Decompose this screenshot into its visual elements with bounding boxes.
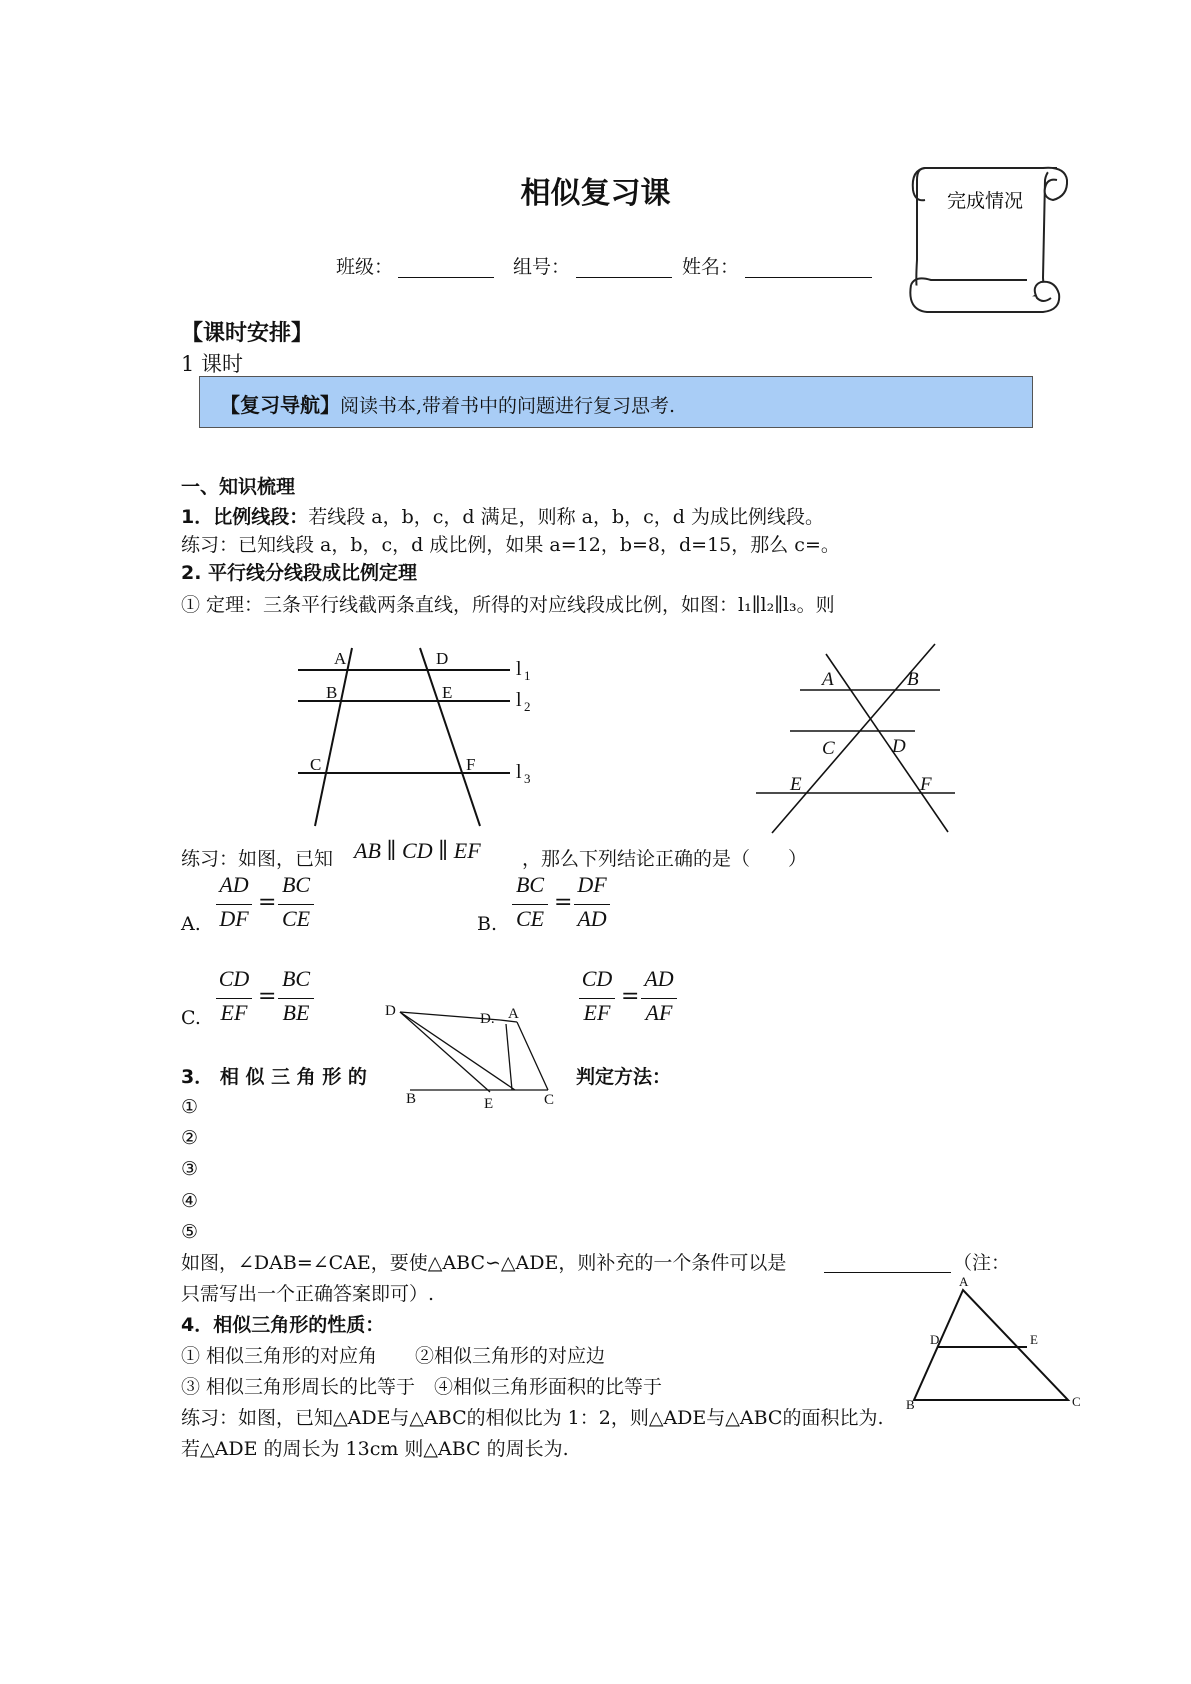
parallel-lines-figure-2 (750, 640, 960, 840)
fig1-label-F: F (466, 755, 476, 774)
option-d-equals: = (621, 984, 640, 1009)
answer-field[interactable] (824, 1252, 951, 1273)
fig2-label-A: A (822, 669, 834, 690)
option-c-label: C. (181, 1007, 201, 1029)
fig1-label-B: B (326, 683, 338, 702)
name-label: 姓名： (682, 256, 740, 278)
name-field[interactable] (745, 257, 872, 278)
section3-heading-tail: 判定方法： (576, 1066, 672, 1088)
item2-theorem: ① 定理：三条平行线截两条直线，所得的对应线段成比例，如图：l₁∥l₂∥l₃。则 (181, 594, 835, 616)
fraction-denominator: CE (515, 906, 545, 931)
fig4-label-A: A (959, 1274, 969, 1289)
badge-label: 完成情况 (947, 191, 1024, 212)
fig4-label-B: B (906, 1397, 915, 1412)
fraction-numerator: BC (281, 872, 311, 897)
item1-text: 若线段 a，b，c，d 满足，则称 a，b，c，d 为成比例线段。 (308, 506, 824, 528)
schedule-heading: 【课时安排】 (181, 321, 314, 346)
fig1-label-A: A (334, 649, 347, 668)
option-a-equals: = (258, 890, 277, 915)
fig4-label-C: C (1072, 1394, 1081, 1409)
class-label: 班级： (336, 256, 394, 278)
nav-heading: 【复习导航】 (220, 393, 340, 417)
item1-heading: 1．比例线段： (181, 506, 309, 528)
fig1-label-C: C (310, 755, 322, 774)
page-title: 相似复习课 (520, 176, 671, 211)
fraction-denominator: AF (645, 1000, 673, 1025)
fig1-label-E: E (442, 683, 453, 702)
property-line-1: ① 相似三角形的对应角 ②相似三角形的对应边 (181, 1345, 606, 1367)
fraction-numerator: AD (644, 966, 674, 991)
fig3-label-B: B (406, 1091, 417, 1107)
fraction-denominator: EF (583, 1000, 611, 1025)
fig1-label-l1: l (516, 658, 522, 680)
fraction-numerator: AD (219, 872, 249, 897)
fig3-label-C: C (544, 1092, 555, 1108)
fig2-label-D: D (892, 736, 906, 757)
parallel-lines-figure-1 (290, 640, 550, 830)
fraction-denominator: EF (220, 1000, 248, 1025)
problem-line-1: 如图，∠DAB=∠CAE，要使△ABC∽△ADE，则补充的一个条件可以是 (181, 1252, 787, 1274)
fig4-label-E: E (1030, 1332, 1038, 1347)
judgement-item-1: ① (181, 1096, 199, 1118)
fig3-label-E: E (484, 1096, 494, 1111)
judgement-item-5: ⑤ (181, 1221, 199, 1243)
practice2-lead: 练习：如图，已知 (181, 848, 334, 870)
section3-heading: 3． 相 似 三 角 形 的 (181, 1066, 367, 1088)
fig3-label-A: A (508, 1006, 519, 1022)
property-line-2: ③ 相似三角形周长的比等于 ④相似三角形面积的比等于 (181, 1376, 663, 1398)
class-field[interactable] (398, 257, 494, 278)
fig1-sub-1: 1 (524, 668, 531, 683)
judgement-item-2: ② (181, 1127, 199, 1149)
practice2-tail: ，那么下列结论正确的是（ ） (522, 848, 808, 870)
fig1-label-l3: l (516, 761, 522, 783)
fraction-numerator: CD (581, 966, 613, 991)
schedule-value: 1 课时 (181, 352, 244, 376)
fraction-numerator: BC (515, 872, 545, 897)
fig3-label-D: D (385, 1003, 396, 1019)
section1-heading: 一、知识梳理 (181, 476, 296, 498)
practice2-condition: AB ∥ CD ∥ EF (354, 838, 481, 863)
fig2-label-C: C (822, 738, 835, 759)
option-c-equals: = (258, 984, 277, 1009)
option-a-label: A. (181, 913, 201, 935)
item1-practice: 练习：已知线段 a，b，c，d 成比例，如果 a=12，b=8，d=15，那么 c=。 (181, 534, 840, 556)
item2-heading: 2. 平行线分线段成比例定理 (181, 562, 418, 584)
judgement-item-3: ③ (181, 1158, 199, 1180)
option-b-label: B. (477, 913, 498, 935)
triangle-figure-3 (380, 996, 570, 1111)
fig1-sub-2: 2 (524, 699, 531, 714)
group-field[interactable] (576, 257, 672, 278)
fig1-sub-3: 3 (524, 771, 531, 786)
scroll-badge-icon (905, 160, 1080, 325)
fraction-denominator: AD (577, 906, 607, 931)
option-d-label: D. (480, 1011, 495, 1027)
fraction-numerator: CD (218, 966, 250, 991)
fig1-label-l2: l (516, 689, 522, 711)
section4-heading: 4．相似三角形的性质： (181, 1314, 385, 1336)
section4-practice-1: 练习：如图，已知△ADE与△ABC的相似比为 1：2，则△ADE与△ABC的面积比为. (181, 1407, 884, 1429)
fig4-label-D: D (930, 1332, 940, 1347)
fig2-label-F: F (920, 774, 932, 795)
fraction-denominator: BE (282, 1000, 310, 1025)
fraction-denominator: DF (219, 906, 249, 931)
section4-practice-2: 若△ADE 的周长为 13cm 则△ABC 的周长为. (181, 1438, 569, 1460)
fraction-numerator: BC (281, 966, 311, 991)
nav-text: 阅读书本,带着书中的问题进行复习思考. (340, 395, 676, 417)
fig1-label-D: D (436, 649, 449, 668)
fig2-label-B: B (907, 669, 919, 690)
fraction-denominator: CE (281, 906, 311, 931)
fig2-label-E: E (790, 774, 802, 795)
review-nav-box (199, 376, 1033, 428)
triangle-figure-4 (900, 1272, 1085, 1412)
judgement-item-4: ④ (181, 1190, 199, 1212)
option-b-equals: = (554, 890, 573, 915)
problem-note: （注： (953, 1252, 1011, 1274)
fraction-numerator: DF (577, 872, 607, 897)
problem-line-2: 只需写出一个正确答案即可）. (181, 1283, 435, 1305)
group-label: 组号： (513, 256, 571, 278)
